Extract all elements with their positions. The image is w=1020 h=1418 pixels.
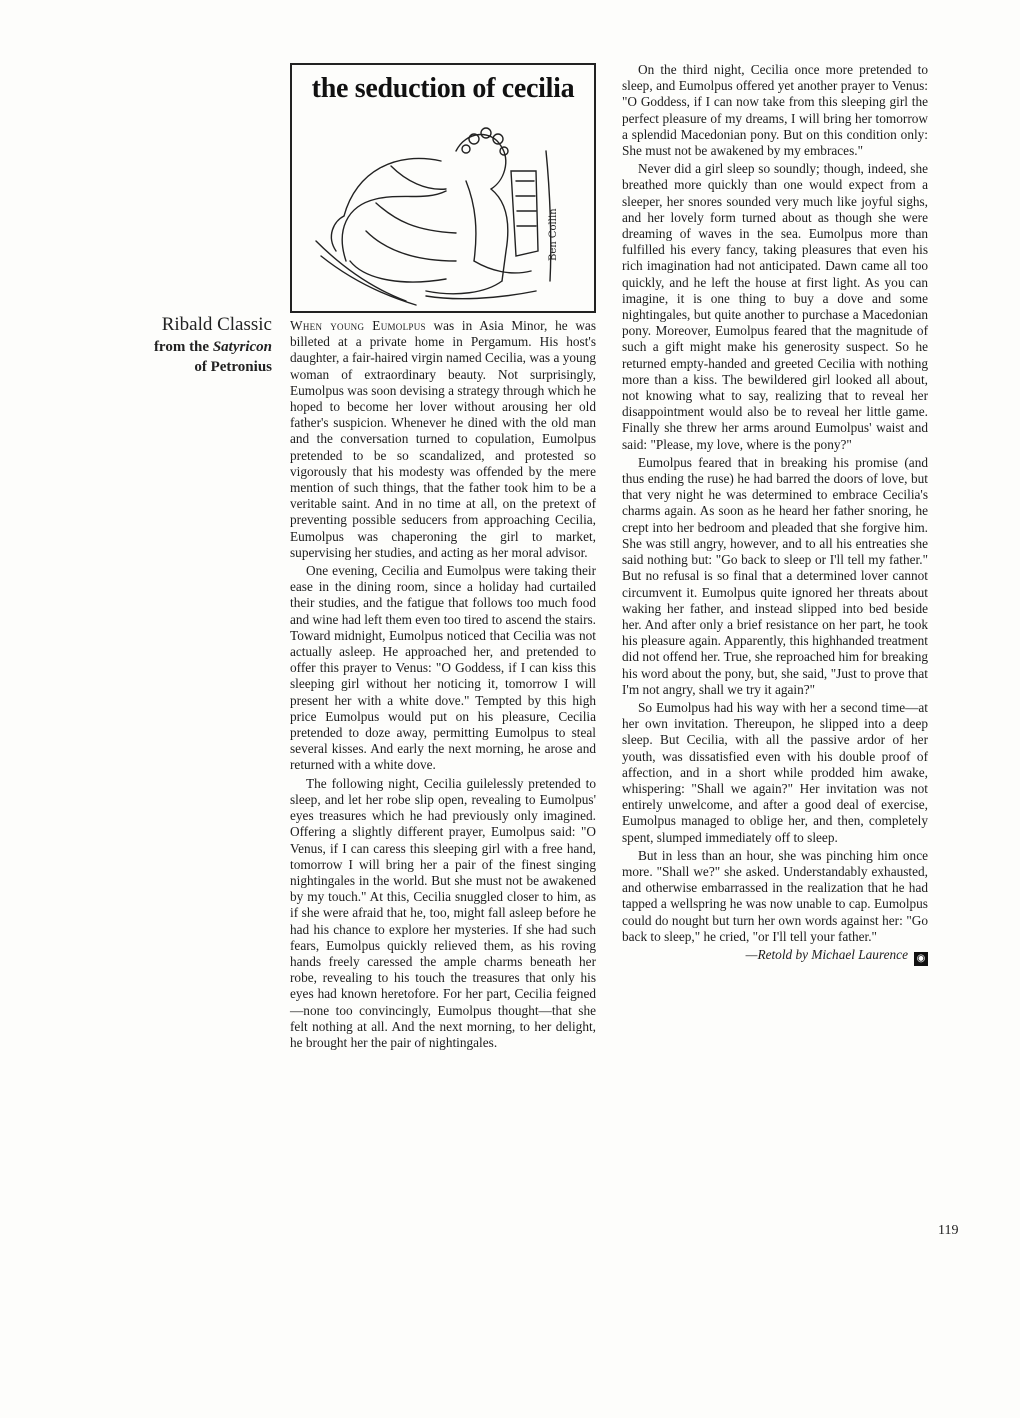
svg-text:Ben Collin: Ben Collin [548,208,559,261]
paragraph: The following night, Cecilia guilelessly pretended to sleep, and let her robe slip open, revealing to Eumolpus' eyes treasures which he had previously only imagined. Offering a slightly different prayer, Eumolpus said: "O Venus, if I can caress this sleeping girl with a free hand, tomorrow I will bring her a pair of the finest singing nightingales in the world. But she must not be awakened by my touch." At this, Cecilia snuggled closer to him, as if she were afraid that he, too, might fall asleep before he had his chance to explore her mysteries. If she had such fears, Eumolpus quickly relieved them, as his roving hands freely caressed the ample charms beneath her robe, revealing to his touch the treasures that only his eyes had known heretofore. For her part, Cecilia feigned—none too convincingly, Eumolpus thought—that she felt nothing at all. And the next morning, to her delight, he brought her the pair of nightingales. [290,775,596,1050]
title-box [290,63,596,313]
kicker-line-2-prefix: from the [153,339,213,355]
kicker-line-2 [100,337,272,357]
paragraph: One evening, Cecilia and Eumolpus were taking their ease in the dining room, since a holiday had curtailed their studies, and the fatigue that follows too much food and wine had left them even too tired to ascend the stairs. Toward midnight, Eumolpus noticed that Cecilia was not actually asleep. He approached her, and pretended to offer this prayer to Venus: "O Goddess, if I can kiss this sleeping girl without her noticing it, tomorrow I will present her with a white dove." Tempted by this high price Eumolpus would put on his pleasure, Cecilia pretended to doze away, permitting Eumolpus to steal several kisses. And early the next morning, he arose and returned with a white dove. [290,563,596,773]
paragraph: Eumolpus feared that in breaking his promise (and thus ending the ruse) he had barred the doors of love, but that very night he was determined to embrace Cecilia's charms again. As soon as he heard her father snoring, he crept into her bedroom and pleaded that she forgive him. She was still angry, however, and to all his entreaties she said nothing but: "Go back to sleep or I'll tell my father." But no refusal is so final that a determined lover cannot circumvent it. Eumolpus quite ignored her threats about waking her father, and instead slipped into bed beside her. And after only a brief resistance on her part, he took his pleasure again. Apparently, this highhanded treatment did not offend her. True, she reproached him for breaking his word about the pony, but, she said, "Just to prove that I'm not angry, shall we try it again?" [622,454,928,697]
page-number: 119 [938,1223,959,1238]
paragraph [290,318,596,561]
byline-text: —Retold by Michael Laurence [745,946,908,962]
paragraph: On the third night, Cecilia once more pretended to sleep, and Eumolpus offered yet another prayer to Venus: "O Goddess, if I can now take from this sleeping girl the perfect pleasure of my dreams, I will bring her tomorrow a splendid Macedonian pony. But on this condition only: She must not be awakened by my embraces." [622,62,928,159]
paragraph: So Eumolpus had his way with her a second time—at her own invitation. Thereupon, he slipped into a deep sleep. But Cecilia, with all the passive ardor of her youth, was dissatisfied even with his double proof of affection, and in a short while prodded him awake, whispering: "Shall we again?" Her invitation was not entirely unwelcome, and after a good deal of exercise, Eumolpus managed to oblige her, and then, completely spent, slumped immediately off to sleep. [622,699,928,845]
byline [622,947,928,966]
paragraph: Never did a girl sleep so soundly; though, indeed, she breathed more quickly than one would expect from a sleeper, her snores sounded very much like joyful sighs, and her lovely form turned about as though she were dreaming of waves in the sea. Eumolpus more than fulfilled his every fancy, taking pleasures that even his rich imagination had not anticipated. Dawn came all too quickly, and he left the house at first light. As you can imagine, it is one thing to buy a dove and some nightingales, but quite another to purchase a Macedonian pony. Moreover, Eumolpus feared that the magnitude of such a gift might make his generosity suspect. So he returned empty-handed and greeted Cecilia with nothing more than a kiss. The bewildered girl looked all about, not knowing what to say, realizing that to reveal her disappointment would also be to reveal her little game. Finally she threw her arms around Eumolpus' waist and said: "Please, my love, where is the pony?" [622,161,928,452]
article-column-left [290,318,596,1418]
kicker-line-3: of Petronius [194,359,272,375]
article-kicker [100,313,272,377]
paragraph-text: was in Asia Minor, he was billeted at a private home in Pergamum. His host's daughter, a fair-haired virgin named Cecilia, was a young woman of extraordinary beauty. Not surprisingly, Eumolpus was soon devising a strategy through which he hoped to become her lover without arousing her old father's suspicion. Whenever he dined with the old man and the conversation turned to copulation, Eumolpus pretended to be so scandalized, and protested so vigorously that his modesty was offended by the mere mention of such things, that the father took him to be a veritable saint. And in no time at all, on the pretext of preventing possible seducers from approaching Cecilia, Eumolpus was chaperoning the girl to market, supervising her studies, and acting as her moral advisor. [290,318,597,560]
article-column-right [622,62,928,966]
kicker-work-title: Satyricon [212,339,272,355]
lovers-sketch-illustration [306,111,582,307]
article-title: the seduction of cecilia [311,73,575,104]
lead-in: When young Eumolpus [290,318,426,333]
rabbit-head-icon: ◉ [914,952,928,966]
kicker-line-1: Ribald Classic [161,314,272,335]
paragraph: But in less than an hour, she was pinching him once more. "Shall we?" she asked. Understandably exhausted, and otherwise embarrassed in the realization that he had tapped a wellspring he was now unable to cap. Eumolpus could do nought but turn her own words against her: "Go back to sleep," he cried, "or I'll tell your father." [622,847,928,944]
